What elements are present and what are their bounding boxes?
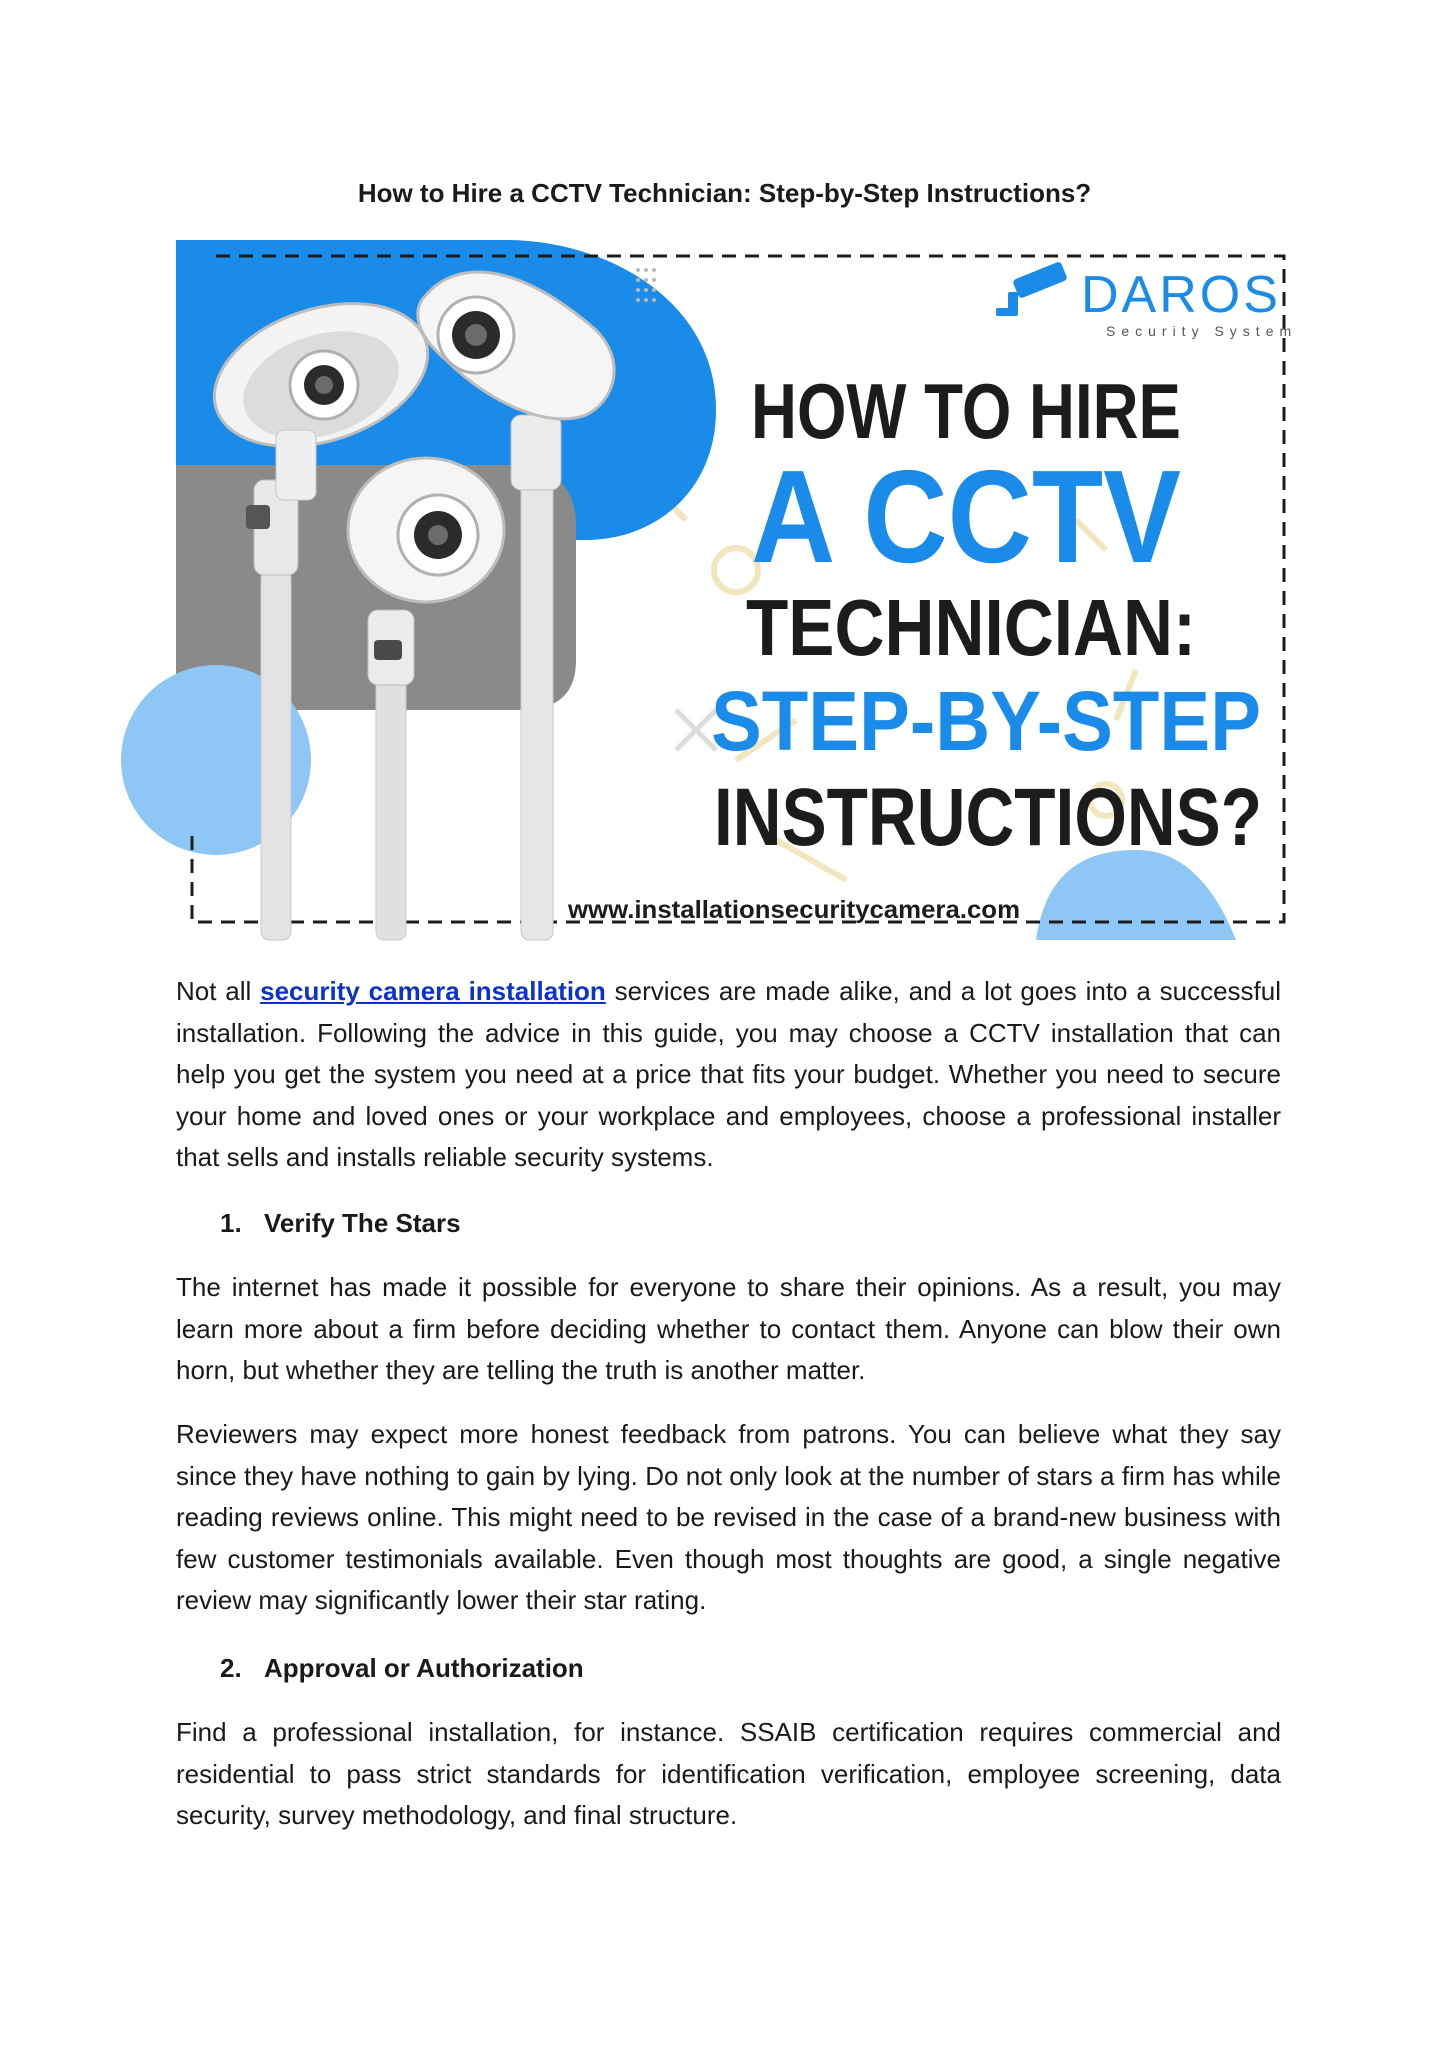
- section-2-paragraph-1: Find a professional installation, for instance. SSAIB certification requires commercial and residential to pass strict standards for identification verification, employee screening, data security, survey methodology, and final structure.: [176, 1717, 1281, 1830]
- brand-tagline: Security System: [1106, 323, 1298, 339]
- headline-line-3: TECHNICIAN:: [746, 583, 1196, 672]
- intro-paragraph: Not all security camera installation services are made alike, and a lot goes into a successful installation. Following the advice in this guide, you may choose a CCTV installation that can help you get the system you need at a price that fits your budget. Whether you need to secure your home and loved ones or your workplace and employees, choose a professional installer that sells and installs reliable security systems.: [176, 976, 1281, 1172]
- brand-name: DAROS: [1081, 266, 1281, 324]
- document-title: How to Hire a CCTV Technician: Step-by-Step Instructions?: [357, 178, 1092, 208]
- headline-line-5: INSTRUCTIONS?: [714, 772, 1262, 863]
- security-camera-installation-link[interactable]: security camera installation: [260, 976, 606, 1006]
- headline-line-2: A CCTV: [751, 443, 1181, 590]
- hero-banner-image: [176, 240, 1298, 940]
- section-1-heading: 1. Verify The Stars: [220, 1208, 461, 1238]
- section-2-heading: 2. Approval or Authorization: [220, 1653, 584, 1683]
- section-1-paragraph-2: Reviewers may expect more honest feedback from patrons. You can believe what they say since they have nothing to gain by lying. Do not only look at the number of stars a firm has while reading reviews online. This might need to be revised in the case of a brand-new business with few customer testimonials available. Even though most thoughts are good, a single negative review may significantly lower their star rating.: [176, 1419, 1281, 1615]
- section-1-paragraph-1: The internet has made it possible for everyone to share their opinions. As a result, you may learn more about a firm before deciding whether to contact them. Anyone can blow their own horn, but whether they are telling the truth is another matter.: [176, 1272, 1281, 1385]
- headline-line-4: STEP-BY-STEP: [711, 674, 1261, 768]
- banner-website: www.installationsecuritycamera.com: [566, 896, 1020, 924]
- headline-line-1: HOW TO HIRE: [751, 367, 1181, 455]
